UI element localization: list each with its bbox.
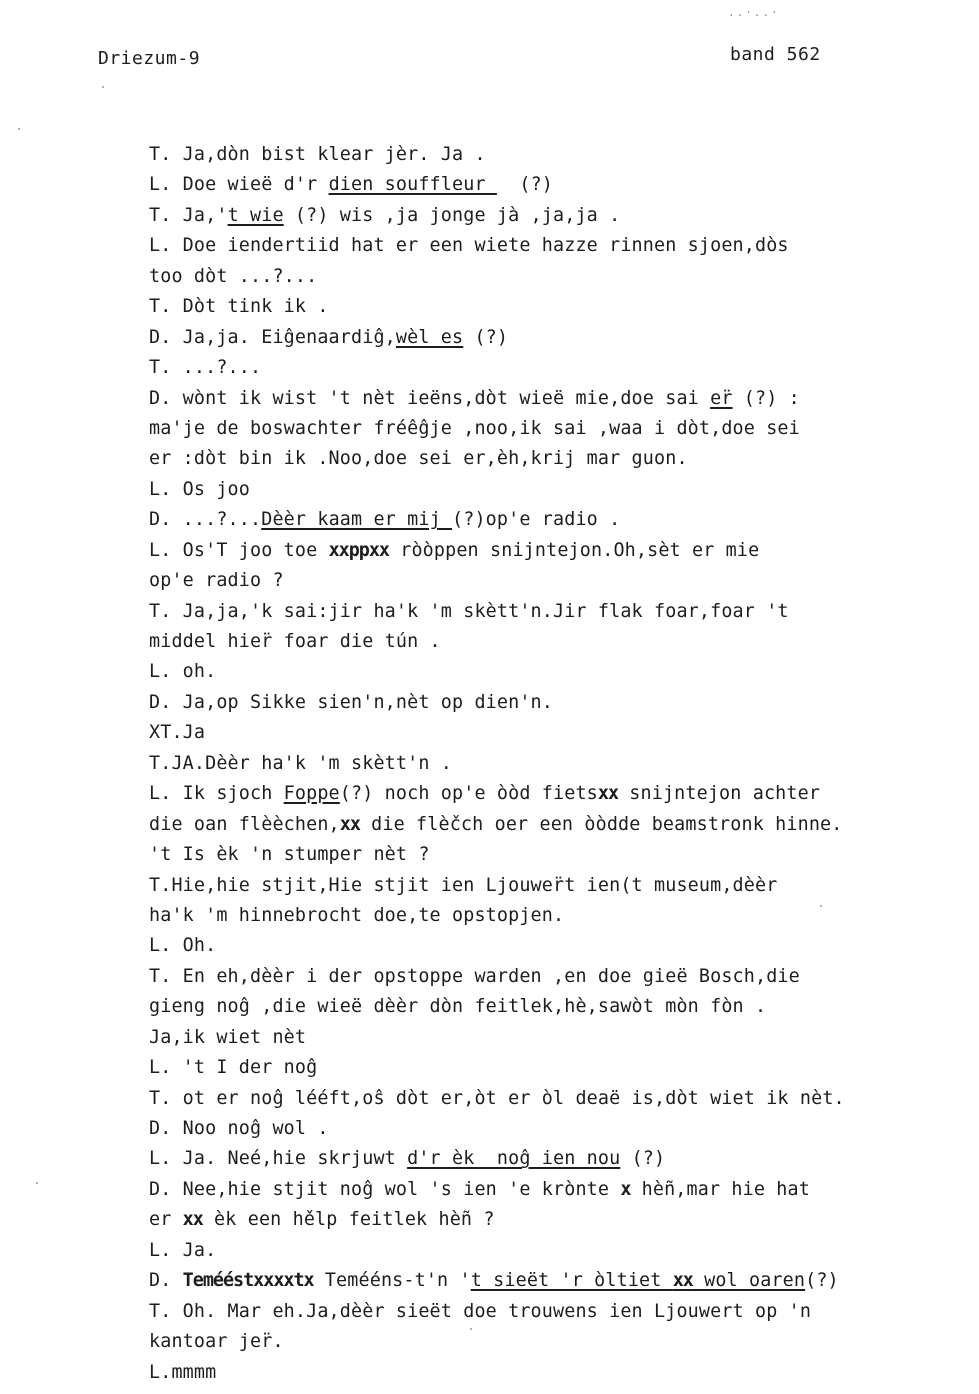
line-text: T. En eh,dèèr i der opstoppe warden ,en doe gieë Bosch,die bbox=[149, 965, 800, 987]
line-text: T. Ja,dòn bist klear jèr. Ja . bbox=[149, 144, 486, 165]
paper-speck bbox=[470, 1328, 472, 1330]
line-text: XT.Ja bbox=[149, 722, 206, 744]
paper-speck bbox=[18, 128, 20, 130]
line-text: L. Os joo bbox=[149, 478, 250, 500]
struck-out-text: Temééstxxxxtx bbox=[182, 1270, 314, 1292]
transcript-line bbox=[149, 901, 949, 931]
struck-out-text: x bbox=[620, 1178, 631, 1200]
line-text: (?) bbox=[620, 1148, 666, 1170]
line-text: L. Os'T joo toe bbox=[149, 539, 329, 561]
line-text: T.JA.Dèèr ha'k 'm skètt'n . bbox=[149, 752, 452, 774]
line-text: op'e radio ? bbox=[149, 570, 284, 592]
line-text: D. bbox=[149, 1270, 183, 1292]
line-text: D. Nee,hie stjit noĝ wol 's ien 'e krònte bbox=[149, 1178, 621, 1200]
line-text: D. ...?... bbox=[149, 509, 262, 531]
line-text: L. Oh. bbox=[149, 935, 217, 957]
transcript-line bbox=[149, 170, 949, 200]
line-text: Ja,ik wiet nèt bbox=[149, 1026, 307, 1048]
transcript-line bbox=[149, 1023, 949, 1053]
line-text: (?) bbox=[805, 1270, 839, 1292]
transcript-line bbox=[149, 1053, 949, 1083]
transcript-line bbox=[149, 566, 949, 596]
line-text: L. 't I der noĝ bbox=[149, 1057, 318, 1079]
transcript-line bbox=[149, 992, 949, 1022]
line-text: Temééns-t'n ' bbox=[313, 1270, 471, 1292]
transcript-line bbox=[149, 688, 949, 718]
line-text: D. Ja,ja. Eiĝenaardiĝ, bbox=[149, 326, 396, 348]
line-text: D. Noo noĝ wol . bbox=[149, 1118, 329, 1139]
transcript-line bbox=[149, 1205, 949, 1235]
line-text: ma'je de boswachter fréêĝje ,noo,ik sai ,waa i dòt,doe sei bbox=[149, 417, 800, 439]
paper-speck bbox=[102, 86, 104, 88]
line-text: kantoar jer̈. bbox=[149, 1331, 284, 1353]
underlined-text: dien souffleur bbox=[328, 174, 497, 196]
transcript-line bbox=[149, 749, 949, 779]
paper-speck bbox=[820, 905, 822, 907]
line-text: (?) bbox=[496, 174, 554, 196]
line-text: D. Ja,op Sikke sien'n,nèt op dien'n. bbox=[149, 691, 553, 713]
struck-out-text: xx bbox=[672, 1270, 693, 1292]
transcript-line bbox=[149, 1358, 949, 1388]
line-text: D. wònt ik wist 't nèt ieëns,dòt wieë mie,doe sai bbox=[149, 387, 711, 409]
line-text: middel hier̈ foar die tún . bbox=[149, 631, 441, 652]
line-text: gieng noĝ ,die wieë dèèr dòn feitlek,hè,sawòt mòn fòn . bbox=[149, 996, 767, 1018]
line-text: ròòppen snijntejon.Oh,sèt er mie bbox=[389, 539, 760, 561]
transcript-line bbox=[149, 1297, 949, 1327]
line-text: T. ...?... bbox=[149, 357, 262, 379]
underlined-text: er̈ bbox=[710, 387, 733, 409]
line-text: die oan flèèchen, bbox=[149, 813, 340, 835]
transcript-line bbox=[149, 262, 949, 292]
header-marks: ..·..· bbox=[728, 6, 780, 19]
transcript-line bbox=[149, 1327, 949, 1357]
transcript-line bbox=[149, 1084, 949, 1114]
underlined-text: t wie bbox=[227, 204, 284, 226]
underlined-text: wèl es bbox=[395, 326, 464, 348]
transcript-line bbox=[149, 962, 949, 992]
transcript-line bbox=[149, 810, 949, 840]
underlined-text: d'r èk noĝ ien nou bbox=[407, 1148, 621, 1170]
transcript-line bbox=[149, 840, 949, 870]
line-text: er bbox=[149, 1209, 183, 1231]
struck-out-text: xx bbox=[339, 813, 360, 835]
transcript-line bbox=[149, 292, 949, 322]
document-title: Driezum-9 bbox=[98, 48, 201, 69]
line-text: too dòt ...?... bbox=[149, 265, 318, 287]
transcript-line bbox=[149, 597, 949, 627]
line-text: L.mmmm bbox=[149, 1361, 217, 1383]
transcript-line bbox=[149, 1266, 949, 1296]
line-text: L. Ik sjoch bbox=[149, 783, 284, 805]
line-text: T. Ja,' bbox=[149, 204, 228, 226]
underlined-text: wol oaren bbox=[692, 1270, 806, 1292]
transcript-line bbox=[149, 353, 949, 383]
transcript-line bbox=[149, 1114, 949, 1144]
transcript-line bbox=[149, 201, 949, 231]
transcript-line bbox=[149, 1236, 949, 1266]
transcript bbox=[149, 140, 949, 1388]
underlined-text: Foppe bbox=[283, 783, 340, 805]
line-text: er :dòt bin ik .Noo,doe sei er,èh,krij mar guon. bbox=[149, 448, 688, 470]
line-text: ha'k 'm hinnebrocht doe,te opstopjen. bbox=[149, 904, 565, 926]
transcript-line bbox=[149, 1144, 949, 1174]
line-text: T. Oh. Mar eh.Ja,dèèr sieët doe trouwens ien Ljouwert op 'n bbox=[149, 1300, 812, 1322]
transcript-line bbox=[149, 444, 949, 474]
underlined-text: t sieët 'r òltiet bbox=[470, 1270, 673, 1292]
paper-speck bbox=[36, 1182, 38, 1184]
line-text: L. Doe wieë d'r bbox=[149, 174, 329, 196]
transcript-line bbox=[149, 323, 949, 353]
transcript-line bbox=[149, 779, 949, 809]
transcript-line bbox=[149, 231, 949, 261]
transcript-line bbox=[149, 657, 949, 687]
transcript-line bbox=[149, 931, 949, 961]
struck-out-text: xx bbox=[182, 1209, 203, 1231]
transcript-line bbox=[149, 505, 949, 535]
line-text: die flèčch oer een òòdde beamstronk hinne. bbox=[359, 813, 843, 835]
line-text: hèñ,mar hie hat bbox=[630, 1178, 810, 1200]
line-text: T.Hie,hie stjit,Hie stjit ien Ljouwer̈t ien(t museum,dèèr bbox=[149, 874, 778, 896]
transcript-line bbox=[149, 414, 949, 444]
transcript-line bbox=[149, 384, 949, 414]
line-text: (?) : bbox=[732, 387, 800, 409]
transcript-line bbox=[149, 475, 949, 505]
line-text: snijntejon achter bbox=[618, 783, 821, 805]
line-text: L. Ja. Neé,hie skrjuwt bbox=[149, 1148, 408, 1170]
transcript-line bbox=[149, 536, 949, 566]
transcript-line bbox=[149, 1175, 949, 1205]
line-text: (?) wis ,ja jonge jà ,ja,ja . bbox=[283, 204, 621, 226]
struck-out-text: xxppxx bbox=[328, 539, 389, 561]
transcript-line bbox=[149, 140, 949, 170]
line-text: L. Doe iendertiid hat er een wiete hazze rinnen sjoen,dòs bbox=[149, 235, 789, 257]
line-text: (?) bbox=[463, 326, 509, 348]
line-text: (?)op'e radio . bbox=[452, 509, 621, 531]
tape-number: band 562 bbox=[730, 44, 821, 65]
transcript-line bbox=[149, 871, 949, 901]
struck-out-text: xx bbox=[597, 783, 619, 805]
line-text: T. ot er noĝ lééft,oŝ dòt er,òt er òl deaë is,dòt wiet ik nèt. bbox=[149, 1087, 845, 1109]
underlined-text: Dèèr kaam er mij bbox=[261, 509, 453, 531]
line-text: L. Ja. bbox=[149, 1239, 217, 1261]
line-text: èk een hělp feitlek hèñ ? bbox=[202, 1209, 495, 1231]
line-text: T. Ja,ja,'k sai:jir ha'k 'm skètt'n.Jir flak foar,foar 't bbox=[149, 600, 789, 622]
transcript-line bbox=[149, 627, 949, 657]
line-text: T. Dòt tink ik . bbox=[149, 296, 329, 318]
line-text: L. oh. bbox=[149, 661, 217, 683]
transcript-line bbox=[149, 718, 949, 748]
line-text: (?) noch op'e òòd fiets bbox=[339, 783, 598, 805]
line-text: 't Is èk 'n stumper nèt ? bbox=[149, 844, 430, 866]
